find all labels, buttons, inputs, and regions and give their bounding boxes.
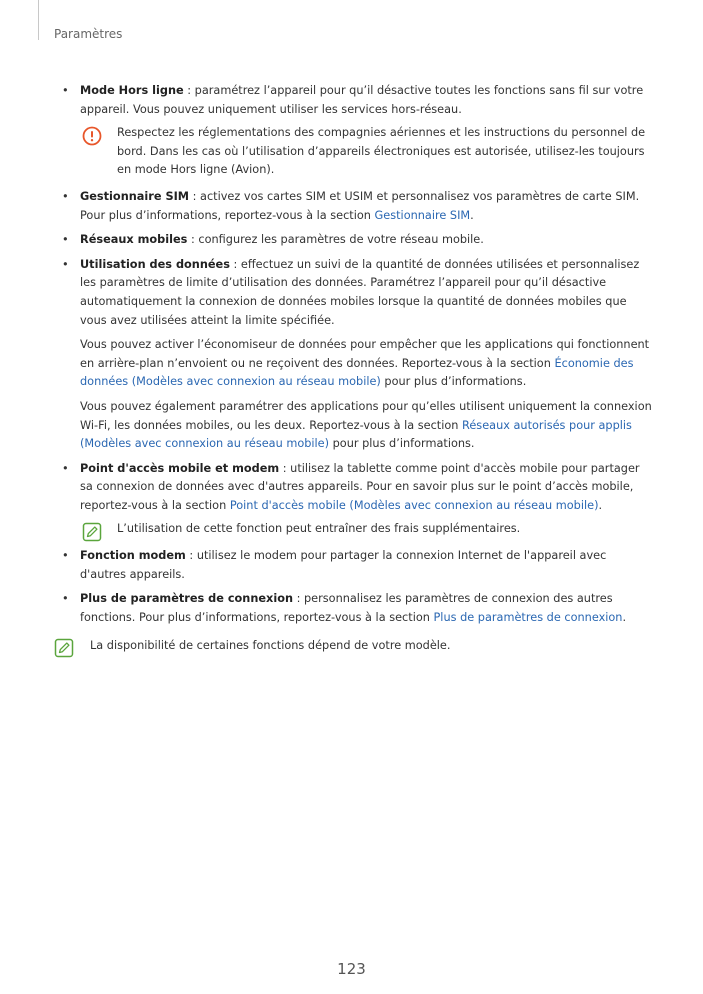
bullet: • — [62, 257, 69, 271]
term-airplane: Mode Hors ligne — [80, 84, 184, 97]
footer-note-text: La disponibilité de certaines fonctions dépend de votre modèle. — [90, 639, 451, 653]
term-hotspot: Point d'accès mobile et modem — [80, 461, 280, 475]
section-header: Paramètres — [54, 27, 123, 41]
bullet: • — [62, 592, 69, 606]
bullet: • — [62, 84, 69, 97]
term-networks: Réseaux mobiles — [80, 233, 188, 247]
list-item-airplane — [62, 82, 652, 180]
link-sim-manager[interactable]: Gestionnaire SIM — [374, 208, 471, 222]
hotspot-note — [80, 520, 652, 539]
desc-sim: : activez vos cartes SIM et USIM et personnalisez vos paramètres de carte SIM. Pour plus d’informations, reportez-vous à la section — [80, 189, 640, 222]
term-sim: Gestionnaire SIM — [80, 189, 190, 203]
term-data-usage: Utilisation des données — [80, 257, 230, 271]
bullet: • — [62, 233, 69, 247]
header-rule — [38, 0, 39, 40]
allowed-networks-paragraph: Vous pouvez également paramétrer des applications pour qu’elles utilisent uniquement la connexion Wi-Fi, les données mobiles, ou les deux. Reportez-vous à la section Réseaux autorisés pour applis (Modèles avec connexion au réseau mobile) pour plus d’informations. — [80, 399, 652, 451]
link-allowed-networks[interactable]: Réseaux autorisés pour applis (Modèles avec connexion au réseau mobile) — [80, 418, 632, 451]
warning-text: Respectez les réglementations des compagnies aériennes et les instructions du personnel de bord. Dans les cas où l’utilisation d’appareils électroniques est autorisée, utilisez-les toujours en mode Hors ligne (Avion). — [117, 126, 646, 177]
list-item-tethering — [62, 547, 652, 584]
footer-note — [62, 637, 652, 656]
list-item-sim: • Gestionnaire SIM : activez vos cartes SIM et USIM et personnalisez vos paramètres de carte SIM. Pour plus d’informations, reportez-vous à la section Gestionnaire SIM. — [62, 189, 640, 222]
list-item-more-settings: • Plus de paramètres de connexion : personnalisez les paramètres de connexion des autres fonctions. Pour plus d’informations, reportez-vous à la section Plus de paramètres de connexion. — [62, 592, 627, 624]
page-number: 123 — [337, 960, 366, 978]
desc-more-settings: : personnalisez les paramètres de connexion des autres fonctions. Pour plus d’informations, reportez-vous à la section — [80, 592, 613, 624]
desc-airplane: : paramétrez l’appareil pour qu’il désactive toutes les fonctions sans fil sur votre appareil. Vous pouvez uniquement utiliser les services hors-réseau. — [80, 84, 644, 116]
list-item-networks — [62, 231, 652, 250]
page-content — [62, 82, 652, 656]
data-saver-paragraph: Vous pouvez activer l’économiseur de données pour empêcher que les applications qui fonctionnent en arrière-plan n’envoient ou ne reçoivent des données. Reportez-vous à la section Économie des données (Modèles avec connexion au réseau mobile) pour plus d’informations. — [80, 338, 650, 389]
term-tethering: Fonction modem — [80, 549, 186, 563]
list-item-data-usage — [62, 256, 652, 454]
bullet: • — [62, 461, 69, 475]
note-pencil-icon — [54, 638, 74, 658]
link-data-saver[interactable]: Économie des données (Modèles avec connexion au réseau mobile) — [80, 356, 634, 389]
link-more-connection-settings[interactable]: Plus de paramètres de connexion — [433, 610, 623, 624]
desc-data-usage: : effectuez un suivi de la quantité de données utilisées et personnalisez les paramètres de limite d’utilisation des données. Paramétrez l’appareil pour qu’il désactive automatiquement la connexion de données mobiles lorsque la quantité de données mobiles que vous avez utilisées atteint la limite spécifiée. — [80, 257, 640, 327]
bullet: • — [62, 549, 69, 563]
list-item-hotspot: • Point d'accès mobile et modem : utilisez la tablette comme point d'accès mobile pour partager sa connexion de données avec d'autres appareils. Pour en savoir plus sur le point d’accès mobile, reportez-vous à la section Point d'accès mobile (Modèles avec connexion au réseau mobile). L’utilisation de cette fonction peut entraîner des frais supplémentaires. — [62, 460, 652, 539]
warning-note — [80, 124, 652, 180]
link-mobile-hotspot[interactable]: Point d'accès mobile (Modèles avec connexion au réseau mobile) — [229, 498, 599, 512]
hotspot-note-text: L’utilisation de cette fonction peut entraîner des frais supplémentaires. — [117, 522, 521, 536]
term-more-settings: Plus de paramètres de connexion — [80, 592, 294, 606]
desc-hotspot: : utilisez la tablette comme point d'accès mobile pour partager sa connexion de données avec d'autres appareils. Pour en savoir plus sur le point d’accès mobile, reportez-vous à la section — [80, 461, 640, 512]
warning-icon — [82, 126, 102, 146]
desc-tethering: : utilisez le modem pour partager la connexion Internet de l'appareil avec d'autres appareils. — [80, 549, 607, 581]
note-pencil-icon — [82, 522, 102, 542]
desc-networks: : configurez les paramètres de votre réseau mobile. — [187, 233, 484, 247]
bullet: • — [62, 189, 69, 203]
